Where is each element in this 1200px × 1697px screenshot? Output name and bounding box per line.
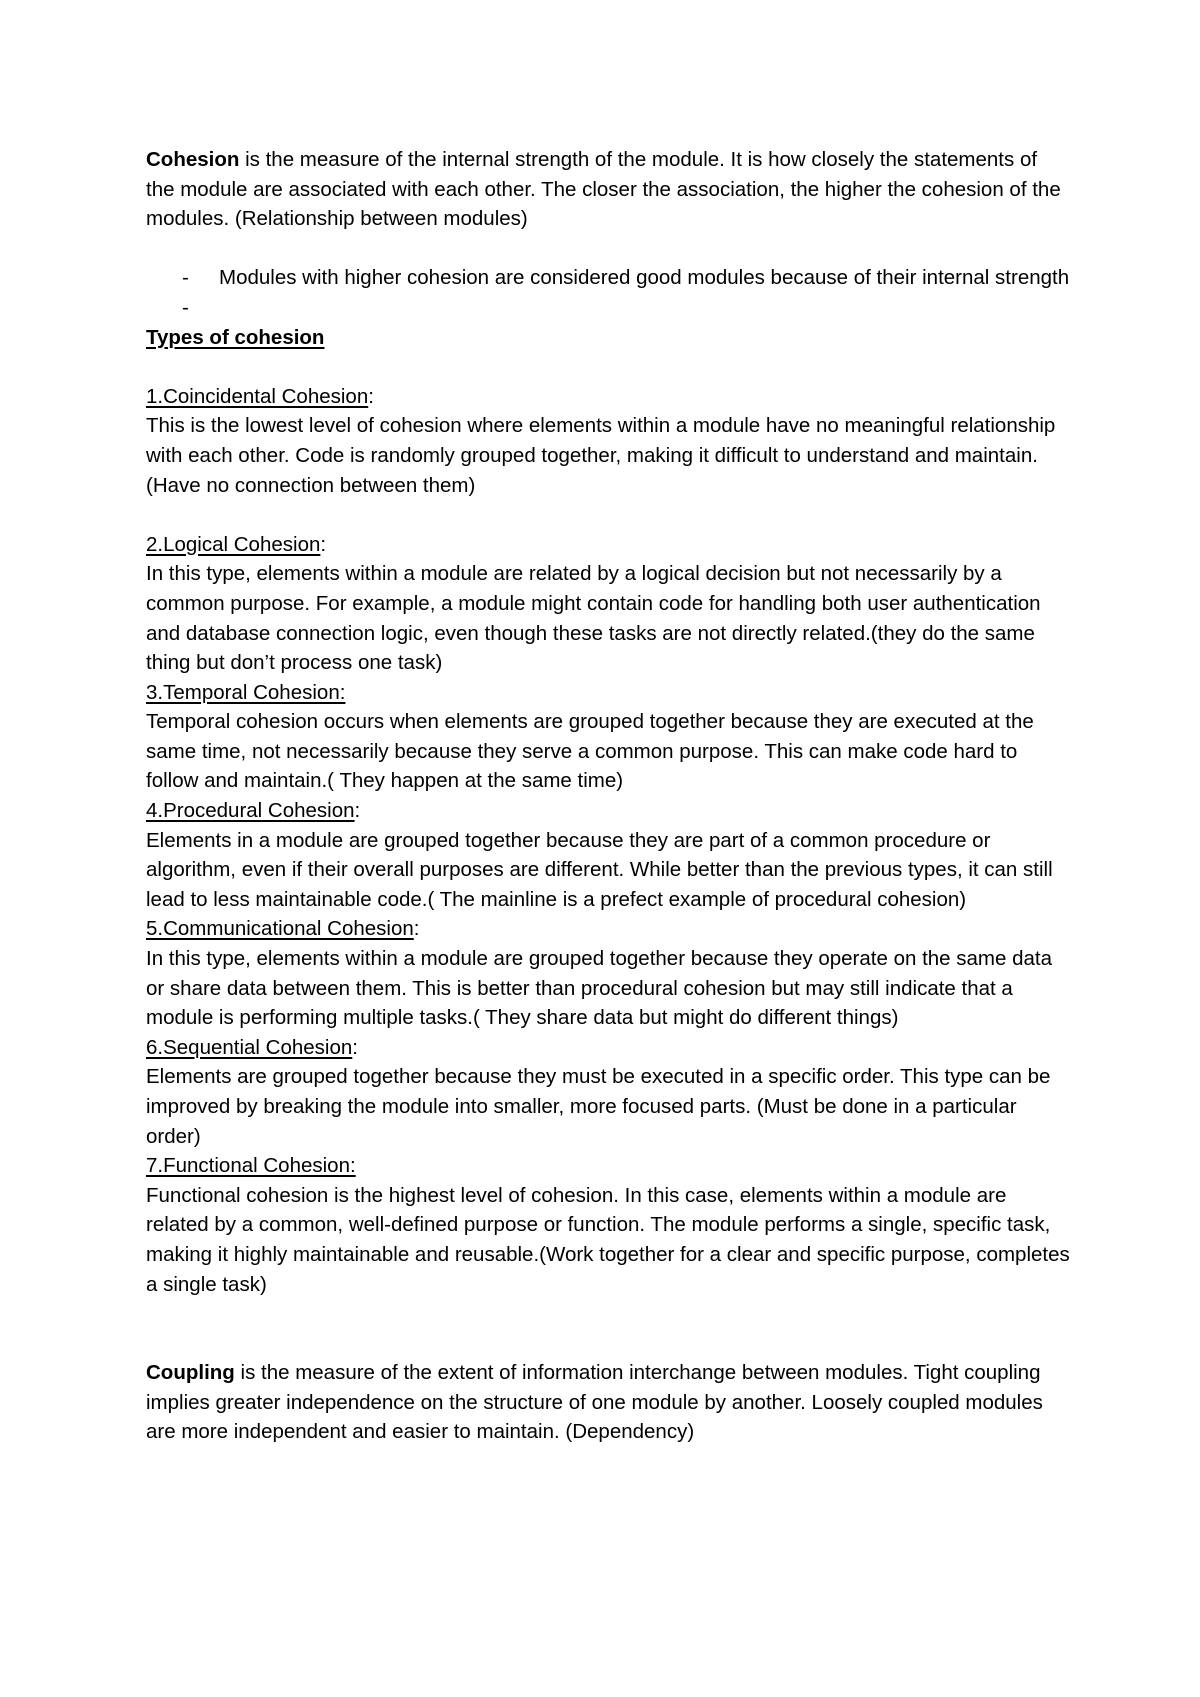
cohesion-type-7 (146, 1151, 1071, 1299)
type-title: 1.Coincidental Cohesion (146, 384, 369, 408)
document-body (146, 145, 1071, 1447)
cohesion-type-2 (146, 530, 1071, 678)
type-body: In this type, elements within a module are related by a logical decision but not necessarily by a common purpose. For example, a module might contain code for handling both user authentication and database connection logic, even though these tasks are not directly related.(they do the same thing but don’t process one task) (146, 562, 1041, 675)
type-title-line (146, 1151, 1071, 1181)
type-title: 6.Sequential Cohesion (146, 1035, 353, 1059)
cohesion-intro-paragraph (146, 145, 1071, 234)
type-body: Elements are grouped together because they must be executed in a specific order. This type can be improved by breaking the module into smaller, more focused parts. (Must be done in a particular order) (146, 1065, 1051, 1148)
type-title-line (146, 914, 1071, 944)
cohesion-type-5 (146, 914, 1071, 1032)
type-body: Temporal cohesion occurs when elements are grouped together because they are executed at the same time, not necessarily because they serve a common purpose. This can make code hard to follow and maintain.( They happen at the same time) (146, 710, 1034, 793)
type-title-line (146, 382, 1071, 412)
type-title-suffix: : (352, 1035, 358, 1059)
bullet-item (146, 293, 1071, 323)
type-title-line (146, 796, 1071, 826)
type-body: In this type, elements within a module are grouped together because they operate on the same data or share data between them. This is better than procedural cohesion but may still indicate that a module is performing multiple tasks.( They share data but might do different things) (146, 947, 1052, 1030)
spacer (146, 352, 1071, 382)
type-title-suffix: : (320, 532, 327, 556)
cohesion-bullet-list (146, 263, 1071, 322)
type-body: Functional cohesion is the highest level of cohesion. In this case, elements within a module are related by a common, well-defined purpose or function. The module performs a single, specific task, making it highly maintainable and reusable.(Work together for a clear and specific purpose, completes a single task) (146, 1183, 1070, 1296)
type-title-suffix: : (413, 917, 420, 941)
coupling-term: Coupling (146, 1361, 235, 1385)
type-title-line (146, 1033, 1071, 1063)
type-title: 5.Communicational Cohesion (146, 917, 414, 941)
type-title: 3.Temporal Cohesion: (146, 680, 346, 704)
spacer (146, 234, 1071, 264)
type-body: Elements in a module are grouped together because they are part of a common procedure or algorithm, even if their overall purposes are different. While better than the previous types, it can still lead to less maintainable code.( The mainline is a prefect example of procedural cohesion) (146, 828, 1053, 911)
type-title-line (146, 678, 1071, 708)
bullet-dash: - (182, 295, 189, 319)
bullet-item (146, 263, 1071, 293)
type-title: 4.Procedural Cohesion (146, 799, 355, 823)
bullet-text: Modules with higher cohesion are considered good modules because of their internal strength (219, 266, 1070, 290)
type-title: 2.Logical Cohesion (146, 532, 321, 556)
spacer (146, 500, 1071, 530)
cohesion-intro-text: is the measure of the internal strength of the module. It is how closely the statements of the module are associated with each other. The closer the association, the higher the cohesion of the modules. (Relationship between modules) (146, 148, 1061, 231)
bullet-dash: - (182, 266, 189, 290)
type-title-suffix: : (354, 799, 361, 823)
cohesion-term: Cohesion (146, 148, 240, 171)
coupling-text: is the measure of the extent of information interchange between modules. Tight coupling implies greater independence on the structure of one module by another. Loosely coupled modules are more independent and easier to maintain. (Dependency) (146, 1361, 1043, 1444)
coupling-paragraph (146, 1358, 1071, 1447)
cohesion-type-3 (146, 678, 1071, 796)
cohesion-type-6 (146, 1033, 1071, 1151)
spacer (146, 1299, 1071, 1358)
cohesion-type-1 (146, 382, 1071, 500)
type-body: This is the lowest level of cohesion where elements within a module have no meaningful relationship with each other. Code is randomly grouped together, making it difficult to understand and maintain. (Have no connection between them) (146, 414, 1056, 497)
type-title-suffix: : (368, 384, 374, 408)
cohesion-type-4 (146, 796, 1071, 914)
types-heading: Types of cohesion (146, 325, 325, 349)
type-title-line (146, 530, 1071, 560)
type-title: 7.Functional Cohesion: (146, 1154, 356, 1178)
